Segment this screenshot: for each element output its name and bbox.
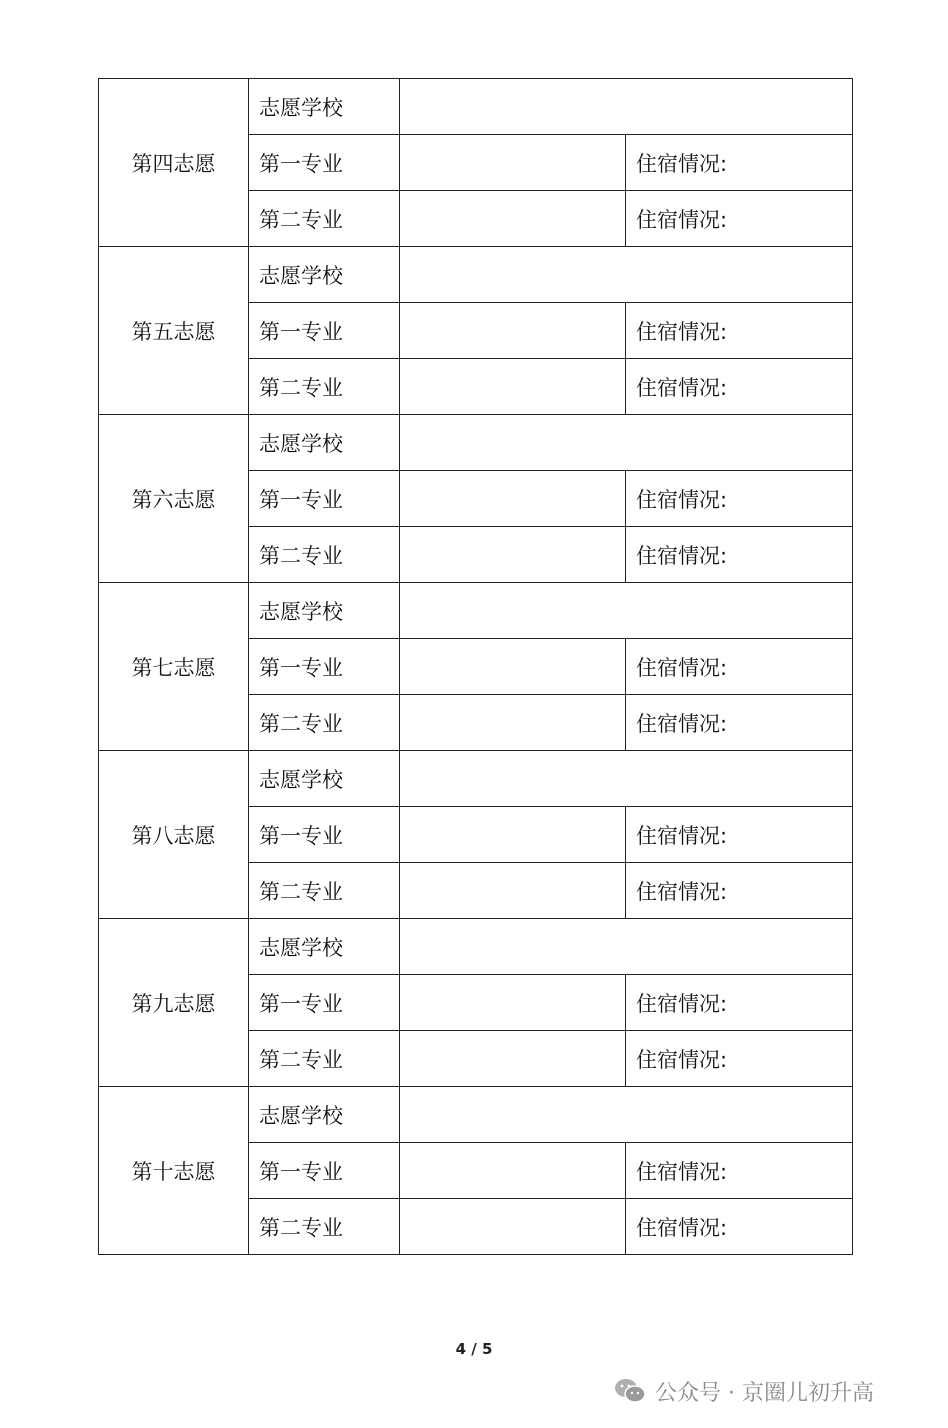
school-input-cell[interactable] (400, 583, 853, 639)
major2-label: 第二专业 (249, 1031, 400, 1087)
choice-name: 第四志愿 (99, 79, 249, 247)
school-label: 志愿学校 (249, 415, 400, 471)
major2-label: 第二专业 (249, 527, 400, 583)
major1-label: 第一专业 (249, 135, 400, 191)
major1-label: 第一专业 (249, 975, 400, 1031)
dorm-label[interactable]: 住宿情况: (626, 191, 853, 247)
dorm-label[interactable]: 住宿情况: (626, 639, 853, 695)
choice-row-school (99, 247, 853, 303)
major1-input-cell[interactable] (400, 1143, 626, 1199)
school-input-cell[interactable] (400, 1087, 853, 1143)
major1-input-cell[interactable] (400, 975, 626, 1031)
major2-input-cell[interactable] (400, 1031, 626, 1087)
dorm-label[interactable]: 住宿情况: (626, 1143, 853, 1199)
choice-row-school (99, 1087, 853, 1143)
major1-input-cell[interactable] (400, 303, 626, 359)
school-label: 志愿学校 (249, 247, 400, 303)
dorm-label[interactable]: 住宿情况: (626, 975, 853, 1031)
school-input-cell[interactable] (400, 919, 853, 975)
school-input-cell[interactable] (400, 247, 853, 303)
school-input-cell[interactable] (400, 415, 853, 471)
volunteer-form-table (98, 78, 853, 1255)
major1-label: 第一专业 (249, 807, 400, 863)
dorm-label[interactable]: 住宿情况: (626, 359, 853, 415)
choice-row-school (99, 415, 853, 471)
dorm-label[interactable]: 住宿情况: (626, 303, 853, 359)
dorm-label[interactable]: 住宿情况: (626, 807, 853, 863)
major1-label: 第一专业 (249, 1143, 400, 1199)
choice-row-school (99, 79, 853, 135)
choice-row-school (99, 583, 853, 639)
school-label: 志愿学校 (249, 751, 400, 807)
wechat-icon (613, 1376, 647, 1406)
major2-input-cell[interactable] (400, 863, 626, 919)
dorm-label[interactable]: 住宿情况: (626, 527, 853, 583)
school-label: 志愿学校 (249, 1087, 400, 1143)
dorm-label[interactable]: 住宿情况: (626, 863, 853, 919)
major1-input-cell[interactable] (400, 471, 626, 527)
dorm-label[interactable]: 住宿情况: (626, 471, 853, 527)
major2-input-cell[interactable] (400, 191, 626, 247)
major2-input-cell[interactable] (400, 695, 626, 751)
major1-label: 第一专业 (249, 303, 400, 359)
choice-name: 第五志愿 (99, 247, 249, 415)
dorm-label[interactable]: 住宿情况: (626, 695, 853, 751)
major1-label: 第一专业 (249, 639, 400, 695)
major1-input-cell[interactable] (400, 639, 626, 695)
major1-label: 第一专业 (249, 471, 400, 527)
major2-input-cell[interactable] (400, 359, 626, 415)
major2-input-cell[interactable] (400, 527, 626, 583)
choice-row-school (99, 919, 853, 975)
dorm-label[interactable]: 住宿情况: (626, 1199, 853, 1255)
major2-label: 第二专业 (249, 863, 400, 919)
choice-row-school (99, 751, 853, 807)
choice-name: 第九志愿 (99, 919, 249, 1087)
page-indicator: 4 / 5 (455, 1340, 493, 1358)
major2-label: 第二专业 (249, 1199, 400, 1255)
dorm-label[interactable]: 住宿情况: (626, 135, 853, 191)
major1-input-cell[interactable] (400, 135, 626, 191)
school-input-cell[interactable] (400, 79, 853, 135)
watermark (613, 1374, 874, 1408)
school-input-cell[interactable] (400, 751, 853, 807)
dorm-label[interactable]: 住宿情况: (626, 1031, 853, 1087)
major2-input-cell[interactable] (400, 1199, 626, 1255)
school-label: 志愿学校 (249, 79, 400, 135)
choice-name: 第七志愿 (99, 583, 249, 751)
watermark-text: 公众号 · 京圈儿初升高 (655, 1380, 874, 1406)
choice-name: 第十志愿 (99, 1087, 249, 1255)
major2-label: 第二专业 (249, 359, 400, 415)
choice-name: 第六志愿 (99, 415, 249, 583)
school-label: 志愿学校 (249, 919, 400, 975)
major2-label: 第二专业 (249, 695, 400, 751)
school-label: 志愿学校 (249, 583, 400, 639)
major2-label: 第二专业 (249, 191, 400, 247)
choice-name: 第八志愿 (99, 751, 249, 919)
major1-input-cell[interactable] (400, 807, 626, 863)
